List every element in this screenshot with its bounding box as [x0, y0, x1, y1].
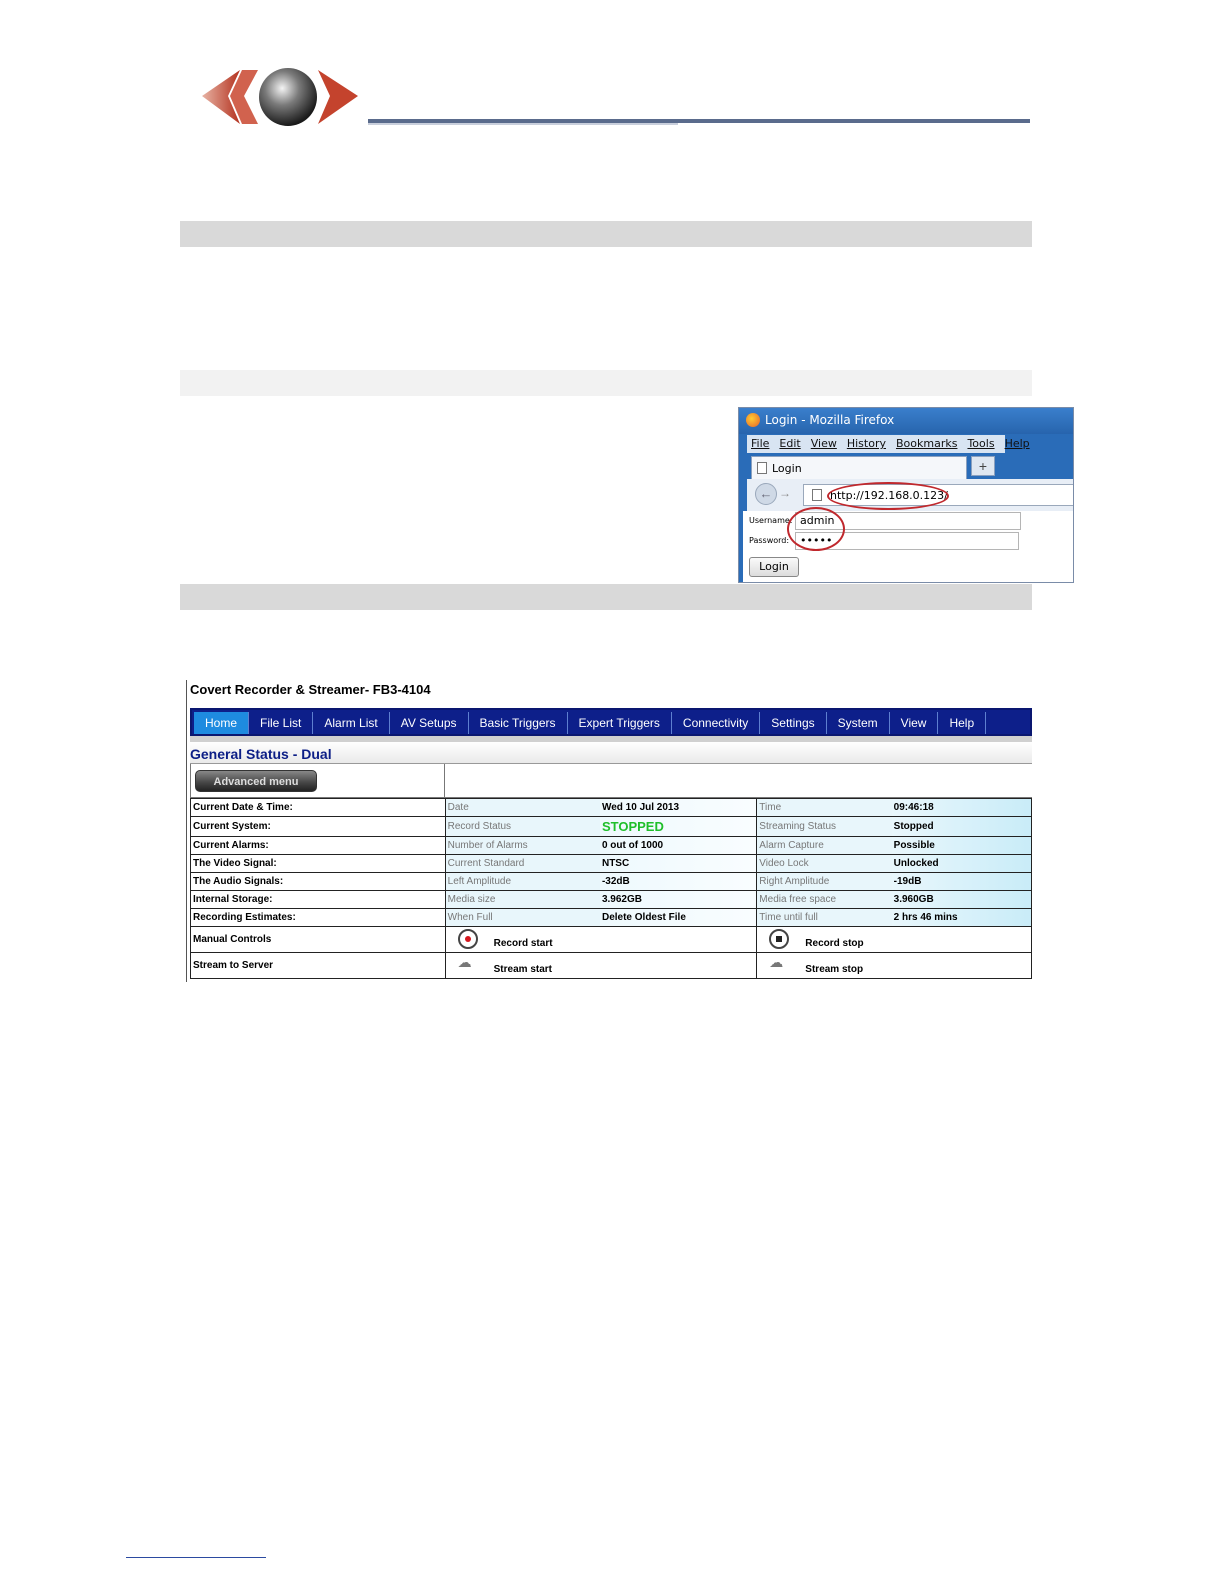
- record-start-control[interactable]: [445, 927, 757, 953]
- section-band: [180, 221, 1032, 247]
- field-label: Video Lock: [757, 855, 892, 873]
- row-key: Internal Storage:: [191, 891, 446, 909]
- row-key: Current Date & Time:: [191, 799, 446, 817]
- field-value: Possible: [892, 837, 1032, 855]
- company-logo: [200, 66, 360, 130]
- field-value: -32dB: [600, 873, 757, 891]
- advanced-menu-blank: [445, 764, 1032, 798]
- status-table: [190, 798, 1032, 979]
- tab-home[interactable]: Home: [194, 712, 249, 734]
- menu-bookmarks[interactable]: Bookmarks: [895, 437, 958, 450]
- field-value: 3.960GB: [892, 891, 1032, 909]
- record-stop-label[interactable]: Record stop: [805, 938, 864, 949]
- menu-edit[interactable]: Edit: [779, 437, 801, 450]
- table-row: [191, 873, 1032, 891]
- tab-settings[interactable]: Settings: [760, 712, 826, 734]
- login-form: [743, 511, 1074, 583]
- menu-history[interactable]: History: [846, 437, 886, 450]
- firefox-icon: [746, 413, 760, 427]
- tab-label: Login: [772, 462, 802, 475]
- advanced-menu-button[interactable]: Advanced menu: [195, 770, 317, 792]
- record-stop-control[interactable]: [757, 927, 1032, 953]
- stream-stop-label[interactable]: Stream stop: [805, 964, 864, 975]
- field-label: Media free space: [757, 891, 892, 909]
- stream-start-control[interactable]: [445, 953, 757, 979]
- table-row: [191, 837, 1032, 855]
- row-key: The Audio Signals:: [191, 873, 446, 891]
- tab-connectivity[interactable]: Connectivity: [672, 712, 760, 734]
- device-title: Covert Recorder & Streamer- FB3-4104: [190, 682, 431, 697]
- row-key: Manual Controls: [191, 927, 446, 953]
- tab-help[interactable]: Help: [938, 712, 986, 734]
- field-value: Unlocked: [892, 855, 1032, 873]
- field-label: Left Amplitude: [445, 873, 600, 891]
- field-label: Current Standard: [445, 855, 600, 873]
- cloud-stop-icon[interactable]: ☁: [769, 954, 784, 970]
- field-value: 3.962GB: [600, 891, 757, 909]
- username-field[interactable]: admin: [795, 512, 1021, 530]
- login-button[interactable]: Login: [749, 557, 799, 577]
- field-label: Right Amplitude: [757, 873, 892, 891]
- field-label: Media size: [445, 891, 600, 909]
- menu-file[interactable]: File: [751, 437, 770, 450]
- field-label: Alarm Capture: [757, 837, 892, 855]
- section-band: [180, 584, 1032, 610]
- menu-bar: [747, 435, 1030, 453]
- highlight-circle: [787, 507, 845, 551]
- page-icon: [812, 489, 822, 501]
- table-row: [191, 799, 1032, 817]
- stopped-badge: STOPPED: [601, 819, 664, 834]
- field-value: Wed 10 Jul 2013: [600, 799, 757, 817]
- password-field[interactable]: •••••: [795, 532, 1019, 550]
- table-row: [191, 891, 1032, 909]
- field-value: Delete Oldest File: [600, 909, 757, 927]
- tab-alarm-list[interactable]: Alarm List: [313, 712, 389, 734]
- field-label: Time until full: [757, 909, 892, 927]
- menu-view[interactable]: View: [810, 437, 837, 450]
- password-label: Password:: [749, 536, 790, 545]
- table-row: [191, 855, 1032, 873]
- table-row: [191, 817, 1032, 837]
- field-label: Time: [757, 799, 892, 817]
- field-value: 2 hrs 46 mins: [892, 909, 1032, 927]
- table-row: [191, 927, 1032, 953]
- stream-start-label[interactable]: Stream start: [493, 964, 552, 975]
- record-status-value: [600, 817, 757, 837]
- back-arrow-icon[interactable]: ←: [755, 483, 777, 505]
- new-tab-button[interactable]: +: [971, 456, 995, 476]
- field-label: When Full: [445, 909, 600, 927]
- tab-file-list[interactable]: File List: [249, 712, 313, 734]
- forward-arrow-icon[interactable]: →: [779, 486, 791, 500]
- field-label: Record Status: [445, 817, 600, 837]
- row-key: Current Alarms:: [191, 837, 446, 855]
- section-heading: General Status - Dual: [190, 746, 332, 762]
- tab-expert-triggers[interactable]: Expert Triggers: [568, 712, 672, 734]
- tab-view[interactable]: View: [890, 712, 939, 734]
- row-key: Current System:: [191, 817, 446, 837]
- field-label: Streaming Status: [757, 817, 892, 837]
- record-icon[interactable]: [458, 929, 478, 949]
- main-nav: [190, 708, 1032, 736]
- menu-help[interactable]: Help: [1004, 437, 1030, 450]
- field-label: Date: [445, 799, 600, 817]
- field-value: NTSC: [600, 855, 757, 873]
- firefox-login-screenshot: [738, 407, 1074, 583]
- header-rule-shadow: [368, 123, 678, 125]
- url-text: http://192.168.0.123/: [830, 489, 948, 502]
- row-key: The Video Signal:: [191, 855, 446, 873]
- field-label: Number of Alarms: [445, 837, 600, 855]
- section-band: [180, 370, 1032, 396]
- username-label: Username:: [749, 516, 793, 525]
- record-start-label[interactable]: Record start: [493, 938, 553, 949]
- stream-stop-control[interactable]: [757, 953, 1032, 979]
- field-value: 09:46:18: [892, 799, 1032, 817]
- tab-system[interactable]: System: [827, 712, 890, 734]
- field-value: Stopped: [892, 817, 1032, 837]
- menu-tools[interactable]: Tools: [967, 437, 995, 450]
- window-title: Login - Mozilla Firefox: [739, 408, 1073, 434]
- cloud-upload-icon[interactable]: ☁: [457, 954, 472, 970]
- field-value: 0 out of 1000: [600, 837, 757, 855]
- row-key: Recording Estimates:: [191, 909, 446, 927]
- field-value: -19dB: [892, 873, 1032, 891]
- table-row: [191, 909, 1032, 927]
- tab-av-setups[interactable]: AV Setups: [390, 712, 469, 734]
- page-icon: [757, 462, 767, 474]
- footnote-rule: [126, 1557, 266, 1558]
- stop-icon[interactable]: [769, 929, 789, 949]
- browser-tab[interactable]: [751, 456, 967, 480]
- recorder-status-screenshot: [186, 680, 1032, 982]
- highlight-circle: [827, 482, 949, 510]
- tab-basic-triggers[interactable]: Basic Triggers: [469, 712, 568, 734]
- navigation-bar: [747, 479, 1074, 511]
- row-key: Stream to Server: [191, 953, 446, 979]
- table-row: [191, 953, 1032, 979]
